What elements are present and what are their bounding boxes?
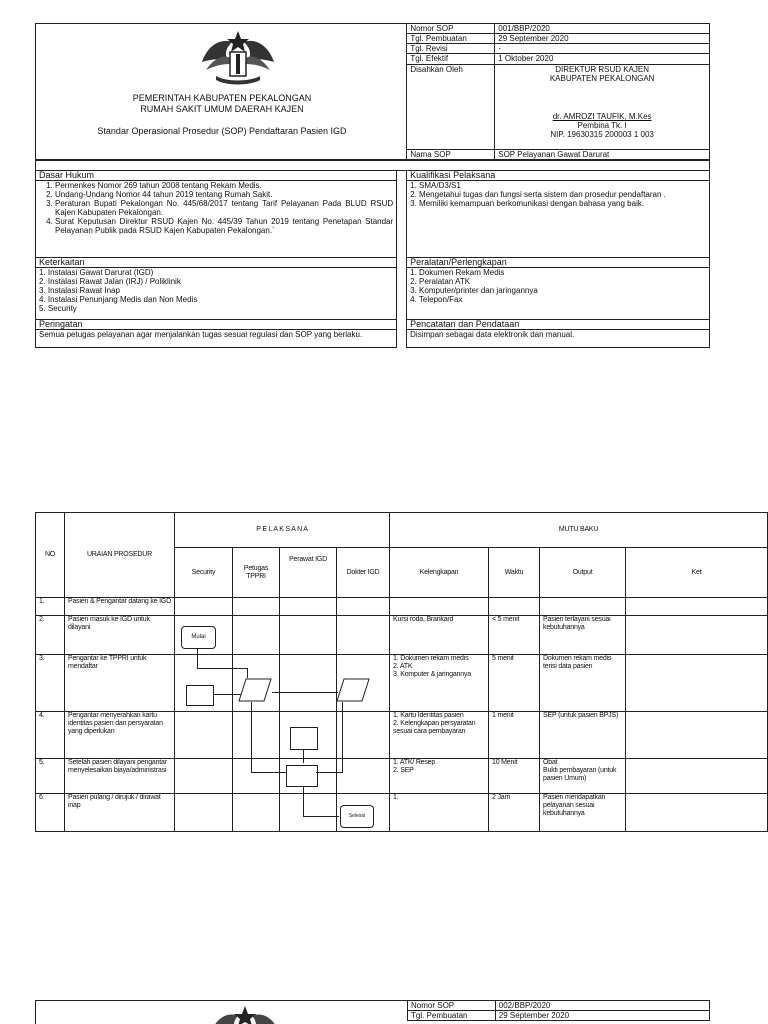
kualifikasi-title: Kualifikasi Pelaksana <box>407 171 710 181</box>
row-waktu: 2 Jam <box>489 794 540 832</box>
sop-title: Standar Operasional Prosedur (SOP) Pendaftaran Pasien IGD <box>97 126 347 136</box>
row-no: 1. <box>36 598 65 616</box>
meta-value: - <box>495 44 710 54</box>
row-output: Pasien terlayani sesuai kebutuhannya <box>540 616 626 655</box>
pencatatan-title: Pencatatan dan Pendataan <box>407 320 710 330</box>
table-row <box>36 712 768 759</box>
row-no: 2. <box>36 616 65 655</box>
meta-value: 29 September 2020 <box>495 34 710 44</box>
row-output: Obat Bukti pembayaran (untuk pasien Umum) <box>540 759 626 794</box>
col-mutu-baku: MUTU BAKU <box>390 513 768 548</box>
meta-value: 29 September 2020 <box>495 1011 709 1021</box>
peringatan-title: Peringatan <box>36 320 397 330</box>
signer-nip: NIP. 19630315 200003 1 003 <box>550 129 654 139</box>
next-sop-header <box>35 1000 710 1024</box>
disahkan-label: Disahkan Oleh <box>407 64 495 149</box>
sop-header-table <box>35 23 710 160</box>
approver-title: DIREKTUR RSUD KAJEN <box>555 64 650 74</box>
row-waktu: 1 menit <box>489 712 540 759</box>
signer-rank: Pembina Tk. I <box>577 120 627 130</box>
row-uraian: Pasien masuk ke IGD untuk dilayani <box>65 616 175 655</box>
col-pelaksana: P E L A K S A N A <box>175 513 390 548</box>
row-output: Pasien mendapatkan pelayanan sesuai kebutuhannya <box>540 794 626 832</box>
approver-org: KABUPATEN PEKALONGAN <box>549 73 655 83</box>
list-item: 1. Instalasi Gawat Darurat (IGD) <box>39 268 154 277</box>
list-item: 1. Dokumen Rekam Medis <box>410 268 505 277</box>
meta-value: 1 Oktober 2020 <box>495 54 710 64</box>
keterkaitan-title: Keterkaitan <box>36 258 397 268</box>
peralatan-list <box>407 268 710 320</box>
list-item: 4. Surat Keputusan Direktur RSUD Kajen No. 445/39 Tahun 2019 tentang Penetapan Standar Pelayanan Publik pada RSUD Kajen Kabupaten Pekalongan.` <box>55 217 393 235</box>
list-item: 2. Undang-Undang Nomor 44 tahun 2019 tentang Rumah Sakit. <box>55 190 393 199</box>
flow-start-terminal: Mulai <box>181 626 216 649</box>
col-output: Output <box>540 548 626 598</box>
list-item: 4. Instalasi Penunjang Medis dan Non Medis <box>39 295 198 304</box>
meta-label: Nomor SOP <box>407 24 495 34</box>
meta-label: Tgl. Pembuatan <box>407 34 495 44</box>
row-kelengkapan: 1. Dokumen rekam medis 2. ATK 3. Komputer & jaringannya <box>390 655 489 712</box>
table-row <box>36 794 768 832</box>
table-row <box>36 616 768 655</box>
list-item: 1. SMA/D3/S1 <box>410 181 461 190</box>
row-waktu: 5 menit <box>489 655 540 712</box>
list-item: 5. Security <box>39 304 77 313</box>
row-uraian: Setelah pasien dilayani pengantar menyelesaikan biaya/administrasi <box>65 759 175 794</box>
meta-label: Tgl. Pembuatan <box>408 1011 496 1021</box>
meta-label: Tgl. Revisi <box>407 44 495 54</box>
row-kelengkapan: 1. ATK/ Resep 2. SEP <box>390 759 489 794</box>
signer-name: dr. AMROZI TAUFIK, M.Kes <box>552 111 652 121</box>
table-row <box>36 598 768 616</box>
row-waktu: 10 Menit <box>489 759 540 794</box>
org-name-line1: PEMERINTAH KABUPATEN PEKALONGAN <box>132 93 312 103</box>
list-item: 4. Telepon/Fax <box>410 295 463 304</box>
list-item: 2. Peralatan ATK <box>410 277 471 286</box>
dasar-hukum-list <box>36 181 397 258</box>
regency-emblem-icon <box>210 1004 280 1024</box>
list-item: 3. Peraturan Bupati Pekalongan No. 445/68/2017 tentang Tarif Pelayanan Pada BLUD RSUD Kajen Kabupaten Pekalongan. <box>55 199 393 217</box>
col-petugas-tppri: Petugas TPPRI <box>233 548 280 598</box>
nama-sop-label: Nama SOP <box>407 149 495 159</box>
row-kelengkapan: Kursi roda, Brankard <box>390 616 489 655</box>
col-uraian: URAIAN PROSEDUR <box>65 513 175 598</box>
row-kelengkapan: 1. <box>390 794 489 832</box>
col-no: NO <box>36 513 65 598</box>
list-item: 1. Permenkes Nomor 269 tahun 2008 tentang Rekam Medis. <box>55 181 393 190</box>
kualifikasi-list <box>407 181 710 258</box>
row-no: 5. <box>36 759 65 794</box>
list-item: 3. Instalasi Rawat Inap <box>39 286 120 295</box>
org-name-line2: RUMAH SAKIT UMUM DAERAH KAJEN <box>140 104 304 114</box>
col-ket: Ket <box>626 548 768 598</box>
meta-value: 001/BBP/2020 <box>495 24 710 34</box>
row-no: 3. <box>36 655 65 712</box>
keterkaitan-list <box>36 268 397 320</box>
sop-header-left <box>36 24 407 160</box>
row-uraian: Pengantar menyerahkan kartu identitas pasien dan persyaratan yang diperlukan <box>65 712 175 759</box>
row-output <box>540 598 626 616</box>
peringatan-text: Semua petugas pelayanan agar menjalankan tugas sesuai regulasi dan SOP yang berlaku. <box>36 330 397 348</box>
row-no: 4. <box>36 712 65 759</box>
col-waktu: Waktu <box>489 548 540 598</box>
meta-label: Tgl. Efektif <box>407 54 495 64</box>
list-item: 3. Memiliki kemampuan berkomunikasi dengan bahasa yang baik. <box>410 199 645 208</box>
flow-end-terminal: Selesai <box>340 805 374 828</box>
sop-body-table <box>35 160 710 348</box>
row-waktu <box>489 598 540 616</box>
list-item: 2. Instalasi Rawat Jalan (IRJ) / Poliklinik <box>39 277 181 286</box>
meta-label: Nomor SOP <box>408 1001 496 1011</box>
row-output: Dokumen rekam medis terisi data pasien <box>540 655 626 712</box>
row-kelengkapan <box>390 598 489 616</box>
approval-block <box>495 64 710 149</box>
row-waktu: < 5 menit <box>489 616 540 655</box>
row-uraian: Pasien & Pengantar datang ke IGD <box>65 598 175 616</box>
row-kelengkapan: 1. Kartu Identitas pasien 2. Kelengkapan persyaratan sesuai cara pembayaran <box>390 712 489 759</box>
row-uraian: Pasien pulang / dirujuk / dirawat inap <box>65 794 175 832</box>
meta-value: 002/BBP/2020 <box>495 1001 709 1011</box>
col-perawat-igd: Perawat IGD <box>280 548 337 598</box>
peralatan-title: Peralatan/Perlengkapan <box>407 258 710 268</box>
table-row <box>36 655 768 712</box>
list-item: 2. Mengetahui tugas dan fungsi serta sistem dan prosedur pendaftaran . <box>410 190 666 199</box>
nama-sop-value: SOP Pelayanan Gawat Darurat <box>495 149 710 159</box>
row-output: SEP (untuk pasien BPJS) <box>540 712 626 759</box>
procedure-table <box>35 512 768 832</box>
list-item: 3. Komputer/printer dan jaringannya <box>410 286 538 295</box>
col-dokter-igd: Dokter IGD <box>337 548 390 598</box>
regency-emblem-icon <box>196 30 280 86</box>
dasar-hukum-title: Dasar Hukum <box>36 171 397 181</box>
col-security: Security <box>175 548 233 598</box>
table-row <box>36 759 768 794</box>
pencatatan-text: Disimpan sebagai data elektronik dan manual. <box>407 330 710 348</box>
row-no: 6. <box>36 794 65 832</box>
col-kelengkapan: Kelengkapan <box>390 548 489 598</box>
row-uraian: Pengantar ke TPPRI untuk mendaftar <box>65 655 175 712</box>
